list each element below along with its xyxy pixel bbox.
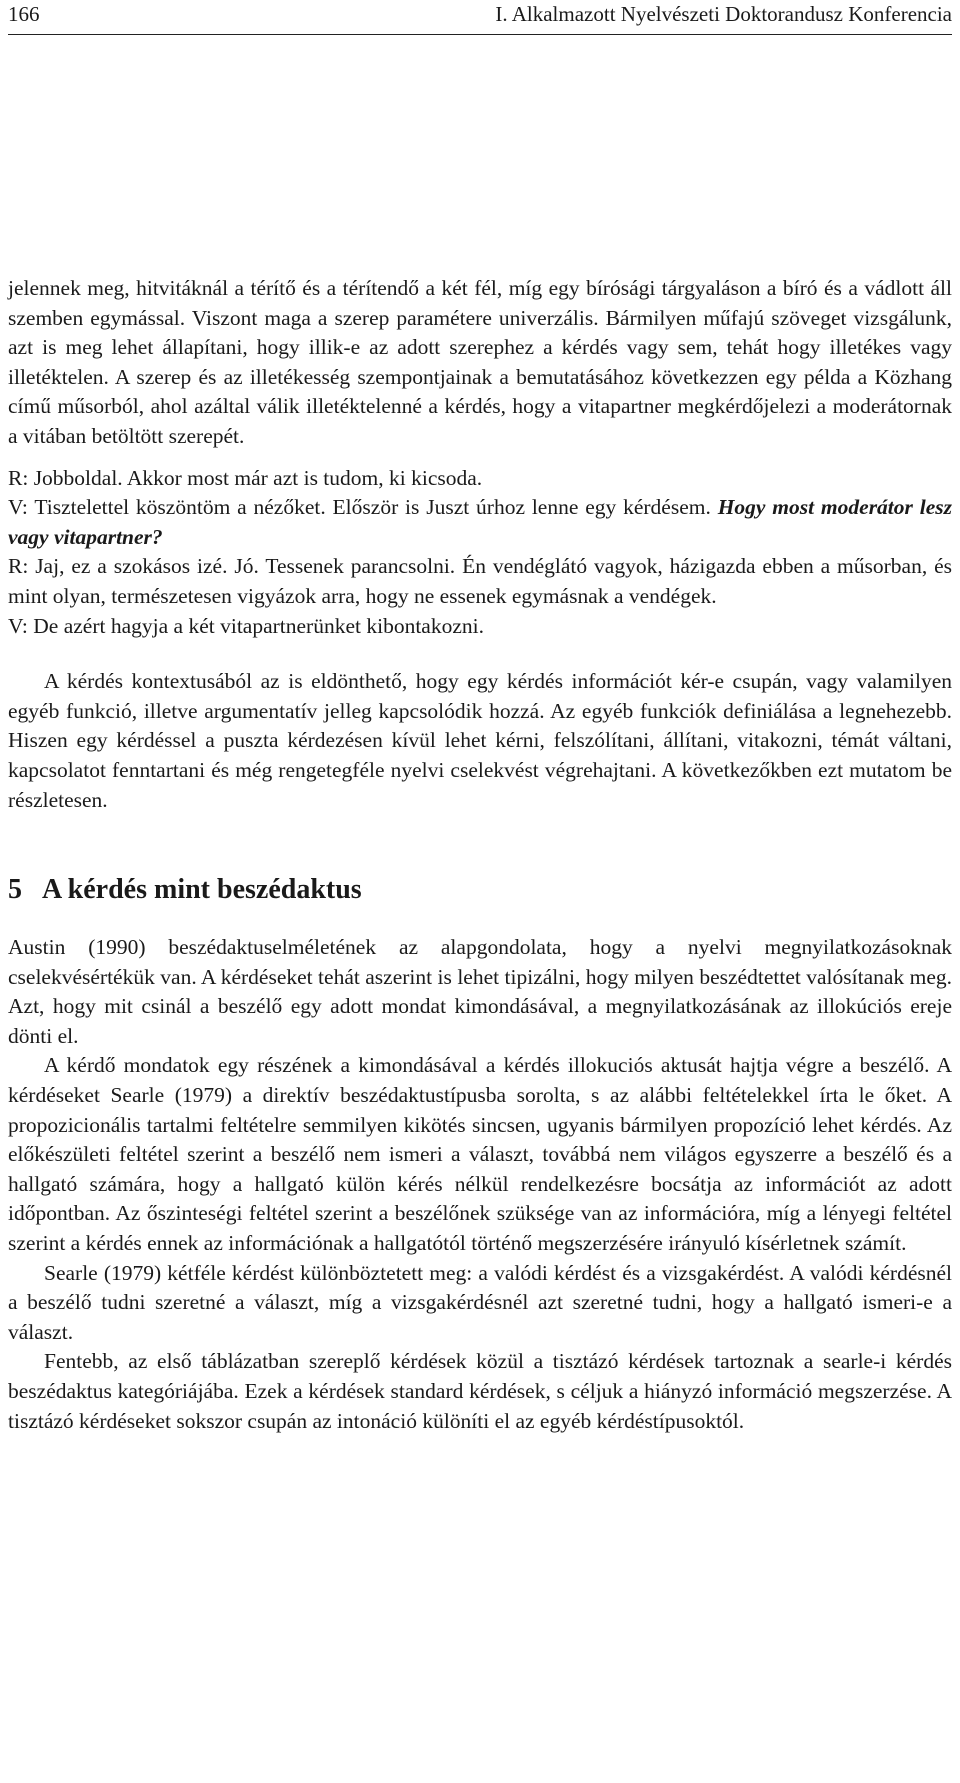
section-number: 5	[8, 874, 22, 906]
paragraph-searle-types: Searle (1979) kétféle kérdést különböztetett meg: a valódi kérdést és a vizsgakérdést. A valódi kérdésnél a beszélő tudni szeretné a választ, míg a vizsgakérdésnél azt szeretné tudni, hogy a hallgató ismeri-e a választ.	[8, 1260, 952, 1344]
dialogue-line-v2: V: De azért hagyja a két vitapartnerünket kibontakozni.	[8, 613, 484, 638]
section-title: A kérdés mint beszédaktus	[42, 874, 362, 906]
paragraph-austin: Austin (1990) beszédaktuselméletének az alapgondolata, hogy a nyelvi megnyilatkozásoknak cselekvésértékük van. A kérdéseket tehát aszerint is lehet tipizálni, hogy milyen beszédtettet valósítanak meg. Azt, hogy mit csinál a beszélő egy adott mondat kimondásával, a megnyilatkozásának az illokúciós ereje dönti el.	[8, 935, 952, 1048]
paragraph-context: A kérdés kontextusából az is eldönthető, hogy egy kérdés információt kér-e csupán, vagy valamilyen egyéb funkció, illetve argumentatív jelleg kapcsolódik hozzá. Az egyéb funkciók definiálása a legnehezebb. Hiszen egy kérdéssel a puszta kérdezésen kívül lehet kérni, felszólítani, állítani, vitakozni, témát váltani, kapcsolatot fenntartani és még rengetegféle nyelvi cselekvést végrehajtani. A következőkben ezt mutatom be részletesen.	[8, 669, 952, 812]
dialogue-example	[8, 464, 952, 642]
page-number: 166	[8, 2, 40, 26]
dialogue-line-r1: R: Jobboldal. Akkor most már azt is tudom, ki kicsoda.	[8, 465, 483, 490]
paragraph-intro-continuation: jelennek meg, hitvitáknál a térítő és a térítendő a két fél, míg egy bírósági tárgyaláson a bíró és a vádlott áll szemben egymással. Viszont maga a szerep paramétere univerzális. Bármilyen műfajú szöveget vizsgálunk, azt is meg lehet állapítani, hogy illik-e az adott szerephez a kérdés vagy sem, tehát hogy illetékes vagy illetéktelen. A szerep és az illetékesség szempontjainak a bemutatásához következzen egy példa a Közhang című műsorból, ahol azáltal válik illetéktelenné a kérdés, hogy a vitapartner megkérdőjelezi a moderátornak a vitában betöltött szerepét.	[8, 276, 952, 448]
section-heading	[8, 873, 952, 907]
dialogue-line-v1	[8, 493, 952, 552]
dialogue-line-v1-text: V: Tisztelettel köszöntöm a nézőket. Először is Juszt úrhoz lenne egy kérdésem.	[8, 495, 718, 520]
paragraph-clarifying-questions: Fentebb, az első táblázatban szereplő kérdések közül a tisztázó kérdések tartoznak a searle-i kérdés beszédaktus kategóriájába. Ezek a kérdések standard kérdések, s céljuk a hiányzó információ megszerzése. A tisztázó kérdéseket sokszor csupán az intonáció különíti el az egyéb kérdéstípusoktól.	[8, 1349, 952, 1433]
page-body	[8, 274, 952, 1436]
running-header	[8, 0, 952, 35]
dialogue-line-v1-emphasis: Hogy most moderátor lesz vagy vitapartner?	[8, 495, 952, 549]
running-title: I. Alkalmazott Nyelvészeti Doktorandusz Konferencia	[495, 2, 952, 26]
paragraph-searle-conditions: A kérdő mondatok egy részének a kimondásával a kérdés illokuciós aktusát hajtja végre a beszélő. A kérdéseket Searle (1979) a direktív beszédaktustípusba sorolta, s az alábbi feltételekkel írta le őket. A propozicionális tartalmi feltételre semmilyen kikötés sincsen, ugyanis bármilyen propozíció lehet kérdés. Az előkészületi feltétel szerint a beszélő nem ismeri a választ, továbbá nem világos egyszerre a beszélő és a hallgató számára, hogy a hallgató külön kérés nélkül rendelkezésre bocsátja az információt az adott időpontban. Az őszinteségi feltétel szerint a beszélőnek szüksége van az információra, míg a lényegi feltétel szerint a kérdés ennek az információnak a hallgatótól történő megszerzésére irányuló kísérletnek számít.	[8, 1053, 952, 1256]
dialogue-line-r2: R: Jaj, ez a szokásos izé. Jó. Tessenek parancsolni. Én vendéglátó vagyok, házigazda ebben a műsorban, és mint olyan, természetesen vigyázok arra, hogy ne essenek egymásnak a vendégek.	[8, 554, 952, 608]
